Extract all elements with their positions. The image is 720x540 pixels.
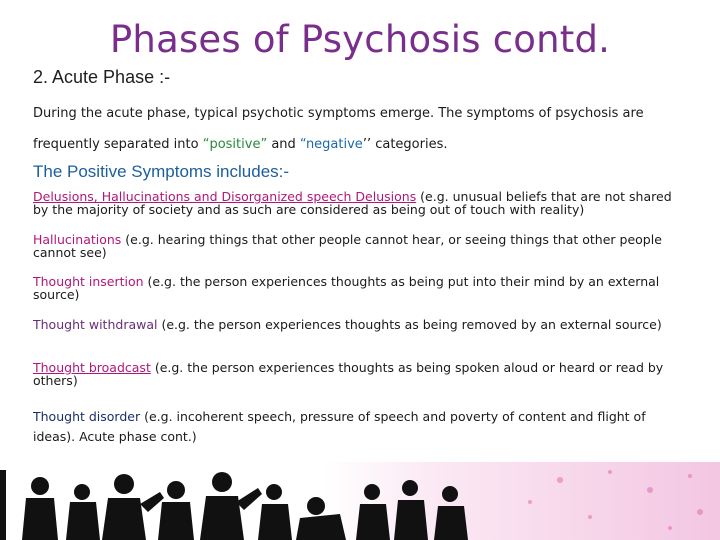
positive-symptoms-heading: The Positive Symptoms includes:- [33,162,290,181]
symptom-term: Delusions, Hallucinations and Disorganized speech Delusions [33,189,417,204]
symptom-item-thought-withdrawal [33,318,683,331]
symptom-item-hallucinations [33,233,683,259]
symptom-description: (e.g. hearing things that other people cannot hear, or seeing things that other people cannot see) [33,232,662,260]
symptom-description: (e.g. unusual beliefs that are not shared by the majority of society and as such are considered as being out of touch with reality) [33,189,672,217]
intro-end: ’’ categories. [362,137,448,152]
symptom-item-thought-disorder [33,407,683,447]
symptom-term: Thought insertion [33,274,144,289]
slide-title: Phases of Psychosis contd. [109,18,611,61]
intro-text: During the acute phase, typical psychotic symptoms emerge. The symptoms of psychosis are frequently separated into [33,106,644,152]
symptom-term: Thought disorder [33,409,141,424]
silhouettes-banner-image [0,462,720,540]
slide-subtitle: 2. Acute Phase :- [33,67,171,87]
symptom-description: (e.g. the person experiences thoughts as being removed by an external source) [157,317,662,332]
symptom-item-thought-insertion [33,275,683,301]
symptom-term: Hallucinations [33,232,122,247]
symptom-term: Thought withdrawal [33,317,158,332]
symptom-description: (e.g. the person experiences thoughts as being spoken aloud or heard or read by others) [33,360,664,388]
intro-negative: “negative [299,137,363,152]
symptom-term: Thought broadcast [33,360,151,375]
symptom-description: (e.g. the person experiences thoughts as being put into their mind by an external source) [33,274,660,302]
symptom-description: (e.g. incoherent speech, pressure of speech and poverty of content and flight of ideas). Acute phase cont.) [33,409,646,444]
intro-paragraph [33,98,683,160]
intro-and: and [267,137,300,152]
symptom-item-delusions [33,190,683,216]
symptom-item-thought-broadcast [33,361,683,387]
intro-positive: “positive” [202,137,268,152]
